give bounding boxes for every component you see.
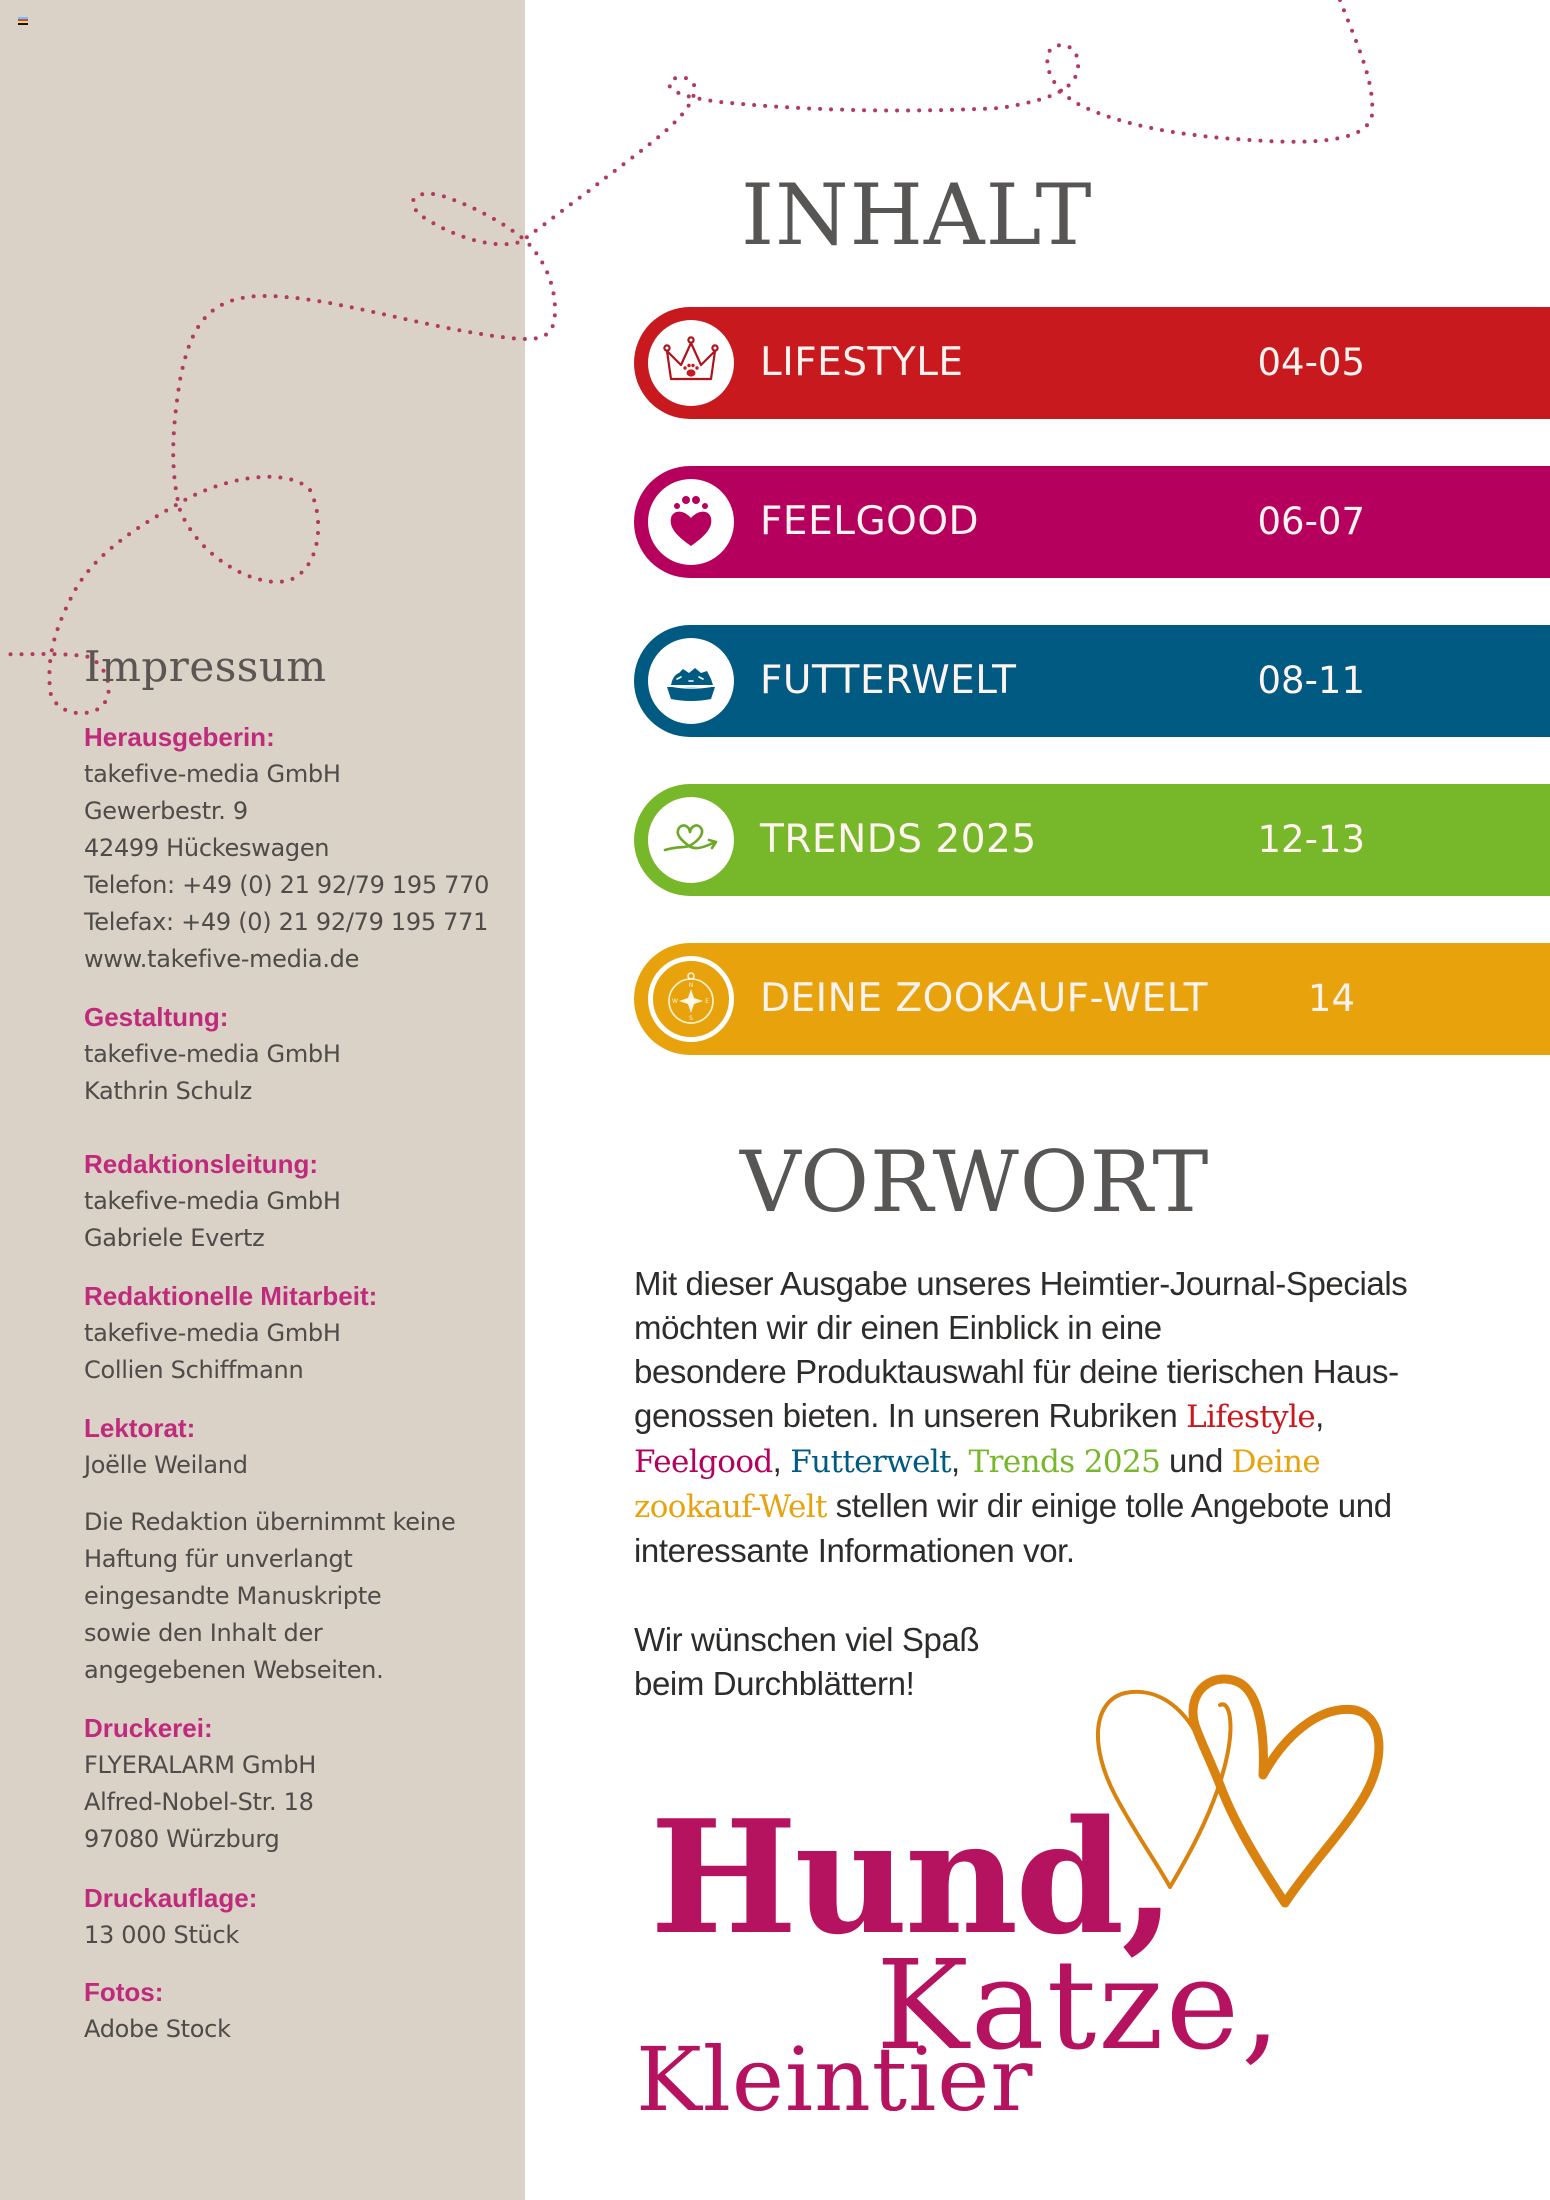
vorwort-text: stellen wir dir einige tolle Angebote und: [826, 1487, 1392, 1524]
impressum-line: takefive-media GmbH: [84, 1187, 341, 1215]
impressum-group-circulation: [84, 1880, 257, 1954]
highlight-futterwelt: Futterwelt: [790, 1444, 951, 1480]
highlight-deine: Deine: [1231, 1444, 1321, 1480]
vorwort-line: besondere Produktauswahl für deine tierischen Haus-: [634, 1353, 1399, 1390]
vorwort-title: VORWORT: [740, 1133, 1210, 1231]
impressum-line: takefive-media GmbH: [84, 1040, 341, 1068]
impressum-line: 97080 Würzburg: [84, 1825, 280, 1853]
toc-item-trends-2025[interactable]: [634, 784, 1550, 896]
impressum-group-publisher: [84, 719, 489, 978]
impressum-line: Adobe Stock: [84, 2015, 231, 2043]
heart-paw-icon: [648, 479, 734, 565]
highlight-trends: Trends 2025: [968, 1444, 1161, 1480]
impressum-line: Gabriele Evertz: [84, 1224, 265, 1252]
vorwort-line: [634, 1484, 1514, 1529]
food-bowl-icon: [648, 638, 734, 724]
compass-icon: [648, 956, 734, 1042]
punctuation: ,: [1315, 1397, 1324, 1434]
impressum-label: Lektorat:: [84, 1413, 196, 1443]
heart-arrow-icon: [648, 797, 734, 883]
impressum-line: FLYERALARM GmbH: [84, 1751, 317, 1779]
svg-text:S: S: [689, 1015, 693, 1022]
impressum-line: takefive-media GmbH: [84, 1319, 341, 1347]
impressum-label: Gestaltung:: [84, 1002, 229, 1032]
vorwort-text: genossen bieten. In unseren Rubriken: [634, 1397, 1187, 1434]
impressum-line: Joëlle Weiland: [84, 1451, 248, 1479]
vorwort-body: [634, 1262, 1514, 1573]
impressum-label: Redaktionelle Mitarbeit:: [84, 1281, 378, 1311]
punctuation: ,: [772, 1442, 791, 1479]
svg-text:N: N: [688, 982, 694, 989]
impressum-line: Telefax: +49 (0) 21 92/79 195 771: [84, 908, 489, 936]
slogan-kleintier: Kleintier: [636, 2028, 1034, 2131]
highlight-lifestyle: Lifestyle: [1186, 1399, 1316, 1435]
impressum-group-contributors: [84, 1278, 377, 1389]
impressum-disclaimer: [84, 1504, 455, 1689]
impressum-line: Collien Schiffmann: [84, 1356, 304, 1384]
impressum-label: Redaktionsleitung:: [84, 1149, 319, 1179]
impressum-line: Telefon: +49 (0) 21 92/79 195 770: [84, 871, 490, 899]
closing-line: Wir wünschen viel Spaß: [634, 1621, 980, 1658]
impressum-label: Fotos:: [84, 1977, 164, 2007]
toc-item-lifestyle[interactable]: [634, 307, 1550, 419]
slogan-hund: Hund,: [650, 1786, 1173, 1969]
impressum-group-design: [84, 999, 341, 1110]
toc-label: FEELGOOD: [760, 499, 980, 544]
impressum-line: angegebenen Webseiten.: [84, 1656, 384, 1684]
impressum-line: eingesandte Manuskripte: [84, 1582, 382, 1610]
toc-item-feelgood[interactable]: [634, 466, 1550, 578]
vorwort-line: Mit dieser Ausgabe unseres Heimtier-Journal-Specials: [634, 1265, 1408, 1302]
impressum-label: Druckerei:: [84, 1713, 213, 1743]
impressum-line: 13 000 Stück: [84, 1921, 239, 1949]
impressum-label: Herausgeberin:: [84, 722, 275, 752]
closing-greeting: [634, 1618, 979, 1706]
vorwort-line: [634, 1394, 1514, 1439]
color-bar-mark: [18, 17, 28, 24]
impressum-group-proofreading: [84, 1410, 248, 1484]
closing-line: beim Durchblättern!: [634, 1665, 915, 1702]
impressum-title: Impressum: [84, 642, 327, 691]
toc-label: TRENDS 2025: [760, 817, 1037, 862]
toc-label: FUTTERWELT: [760, 658, 1017, 703]
toc-item-futterwelt[interactable]: [634, 625, 1550, 737]
toc-pages: 12-13: [1257, 818, 1365, 861]
punctuation: ,: [951, 1442, 969, 1479]
impressum-line: Alfred-Nobel-Str. 18: [84, 1788, 314, 1816]
impressum-line: 42499 Hückeswagen: [84, 834, 330, 862]
website-link[interactable]: www.takefive-media.de: [84, 945, 360, 973]
impressum-group-editor-in-chief: [84, 1146, 341, 1257]
svg-text:W: W: [672, 998, 678, 1005]
toc-pages: 14: [1307, 977, 1355, 1020]
toc-label: LIFESTYLE: [760, 340, 964, 385]
toc-pages: 04-05: [1257, 341, 1365, 384]
slogan-katze: Katze,: [876, 1934, 1283, 2078]
impressum-line: sowie den Inhalt der: [84, 1619, 323, 1647]
impressum-line: Die Redaktion übernimmt keine: [84, 1508, 456, 1536]
vorwort-line: [634, 1439, 1514, 1484]
highlight-feelgood: Feelgood: [634, 1444, 773, 1480]
vorwort-line: möchten wir dir einen Einblick in eine: [634, 1309, 1162, 1346]
crown-paw-icon: [648, 320, 734, 406]
vorwort-line: interessante Informationen vor.: [634, 1532, 1075, 1569]
impressum-label: Druckauflage:: [84, 1883, 258, 1913]
impressum-line: Kathrin Schulz: [84, 1077, 252, 1105]
impressum-line: Gewerbestr. 9: [84, 797, 248, 825]
svg-text:E: E: [705, 998, 709, 1005]
toc-pages: 06-07: [1257, 500, 1365, 543]
impressum-group-photos: [84, 1974, 231, 2048]
toc-pages: 08-11: [1257, 659, 1365, 702]
impressum-line: takefive-media GmbH: [84, 760, 341, 788]
toc-label: DEINE ZOOKAUF-WELT: [760, 976, 1208, 1021]
highlight-zookauf-welt: zookauf-Welt: [634, 1489, 827, 1525]
impressum-group-printer: [84, 1710, 316, 1858]
impressum-line: Haftung für unverlangt: [84, 1545, 353, 1573]
inhalt-title: INHALT: [741, 166, 1093, 264]
vorwort-text: und: [1160, 1442, 1232, 1479]
toc-item-deine-zookauf-welt[interactable]: [634, 943, 1550, 1055]
